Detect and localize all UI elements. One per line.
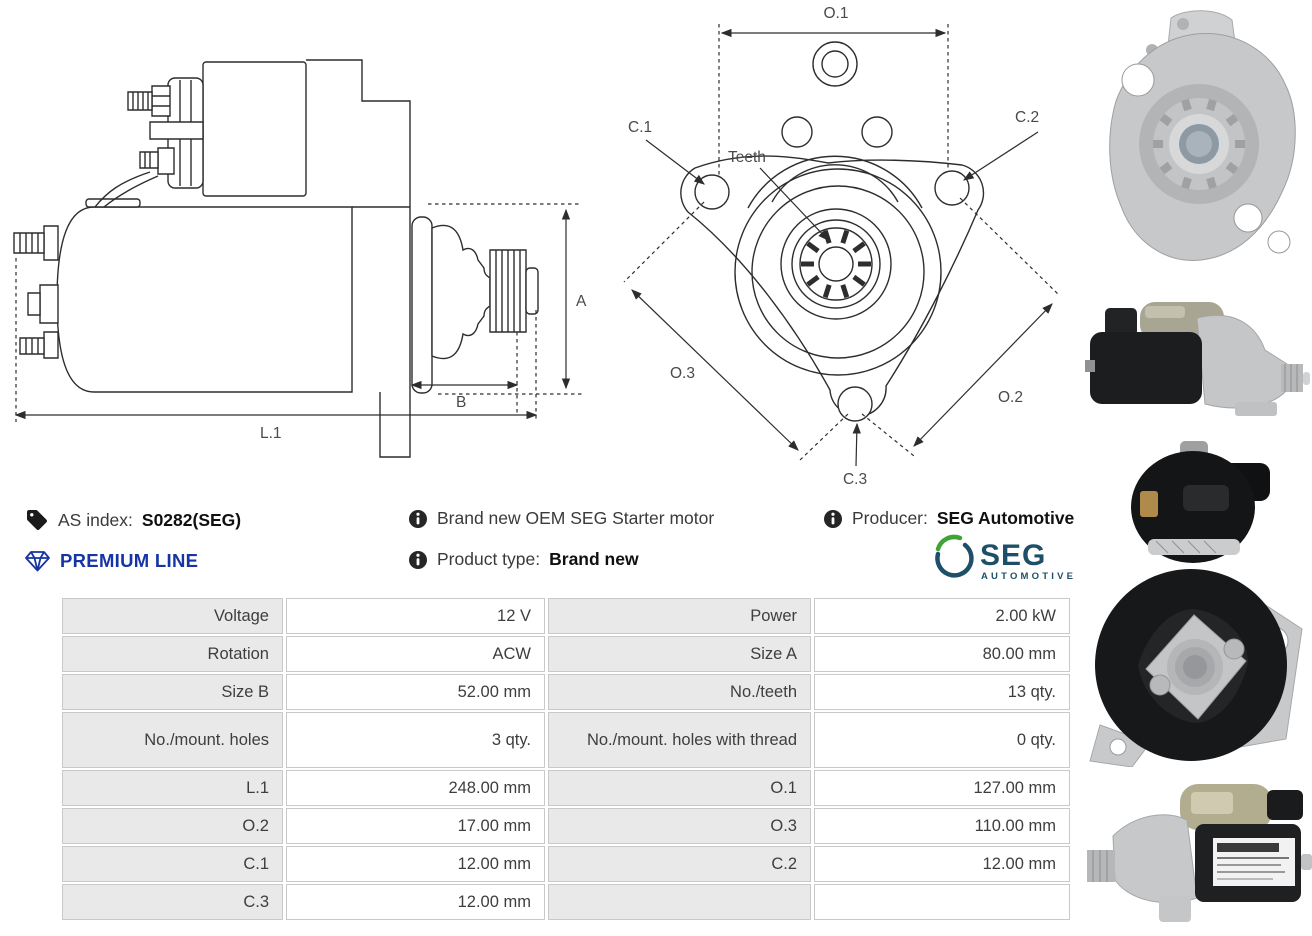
spec-label: O.2 [62, 808, 283, 844]
product-photo-side-labeled[interactable] [1085, 766, 1312, 934]
as-index-row [25, 508, 241, 532]
dim-label-c3: C.3 [842, 471, 868, 488]
table-row [62, 770, 1076, 806]
spec-label: Voltage [62, 598, 283, 634]
spec-value: 3 qty. [286, 712, 545, 768]
seg-logo-text: SEG [980, 539, 1047, 572]
spec-label: C.2 [548, 846, 811, 882]
seg-automotive-logo [932, 532, 1074, 588]
table-row [62, 808, 1076, 844]
product-type-label: Product type: [437, 549, 541, 569]
dim-label-c1: C.1 [628, 119, 653, 136]
spec-value: 248.00 mm [286, 770, 545, 806]
dim-label-c2: C.2 [1015, 109, 1040, 126]
spec-value [814, 884, 1070, 920]
spec-label: No./mount. holes with thread [548, 712, 811, 768]
premium-line-row [24, 549, 198, 573]
spec-value: 12.00 mm [286, 846, 545, 882]
table-row [62, 712, 1076, 768]
spec-value: 12.00 mm [814, 846, 1070, 882]
diamond-icon [24, 549, 51, 573]
dim-label-o1: O.1 [823, 5, 849, 22]
dim-label-o3: O.3 [670, 365, 695, 382]
as-index-value: S0282(SEG) [141, 509, 242, 530]
table-row [62, 674, 1076, 710]
table-row [62, 884, 1076, 920]
product-photo-rear[interactable] [1088, 437, 1308, 767]
tag-icon [25, 508, 49, 532]
seg-logo-subtext: AUTOMOTIVE [981, 571, 1074, 582]
premium-line-label: PREMIUM LINE [60, 550, 199, 571]
spec-value: 52.00 mm [286, 674, 545, 710]
spec-value: 12 V [286, 598, 545, 634]
spec-table [62, 598, 1076, 922]
table-row [62, 846, 1076, 882]
table-row [62, 598, 1076, 634]
brand-new-text: Brand new OEM SEG Starter motor [437, 508, 715, 528]
producer-label: Producer: [852, 508, 928, 528]
info-icon [408, 509, 428, 529]
product-type-row [408, 549, 639, 570]
spec-label: Rotation [62, 636, 283, 672]
product-photo-side[interactable] [1085, 288, 1310, 428]
spec-value: 2.00 kW [814, 598, 1070, 634]
producer-row [823, 508, 1074, 529]
spec-label: Size A [548, 636, 811, 672]
technical-drawing-side-view [8, 10, 593, 460]
dim-label-a: A [576, 293, 587, 310]
info-icon [823, 509, 843, 529]
spec-value: 110.00 mm [814, 808, 1070, 844]
spec-label: No./mount. holes [62, 712, 283, 768]
label-teeth: Teeth [728, 149, 766, 166]
seg-logo-blue-arc [937, 545, 971, 575]
dim-label-o2: O.2 [998, 389, 1023, 406]
producer-value: SEG Automotive [936, 508, 1075, 528]
spec-value: 12.00 mm [286, 884, 545, 920]
spec-value: ACW [286, 636, 545, 672]
spec-label: O.1 [548, 770, 811, 806]
spec-label: L.1 [62, 770, 283, 806]
info-icon [408, 550, 428, 570]
spec-value: 127.00 mm [814, 770, 1070, 806]
dim-label-l1: L.1 [260, 425, 282, 442]
spec-label [548, 884, 811, 920]
technical-drawing-front-view [600, 0, 1080, 500]
product-type-value: Brand new [549, 549, 639, 569]
table-row [62, 636, 1076, 672]
spec-label: Power [548, 598, 811, 634]
spec-value: 17.00 mm [286, 808, 545, 844]
spec-label: No./teeth [548, 674, 811, 710]
dim-label-b: B [456, 394, 467, 411]
spec-label: Size B [62, 674, 283, 710]
spec-label: O.3 [548, 808, 811, 844]
spec-label: C.3 [62, 884, 283, 920]
spec-label: C.1 [62, 846, 283, 882]
as-index-label: AS index: [58, 509, 133, 530]
seg-logo-green-arc [938, 537, 960, 549]
spec-value: 13 qty. [814, 674, 1070, 710]
product-photo-front[interactable] [1086, 6, 1308, 284]
brand-new-row [408, 508, 714, 529]
spec-value: 80.00 mm [814, 636, 1070, 672]
spec-value: 0 qty. [814, 712, 1070, 768]
